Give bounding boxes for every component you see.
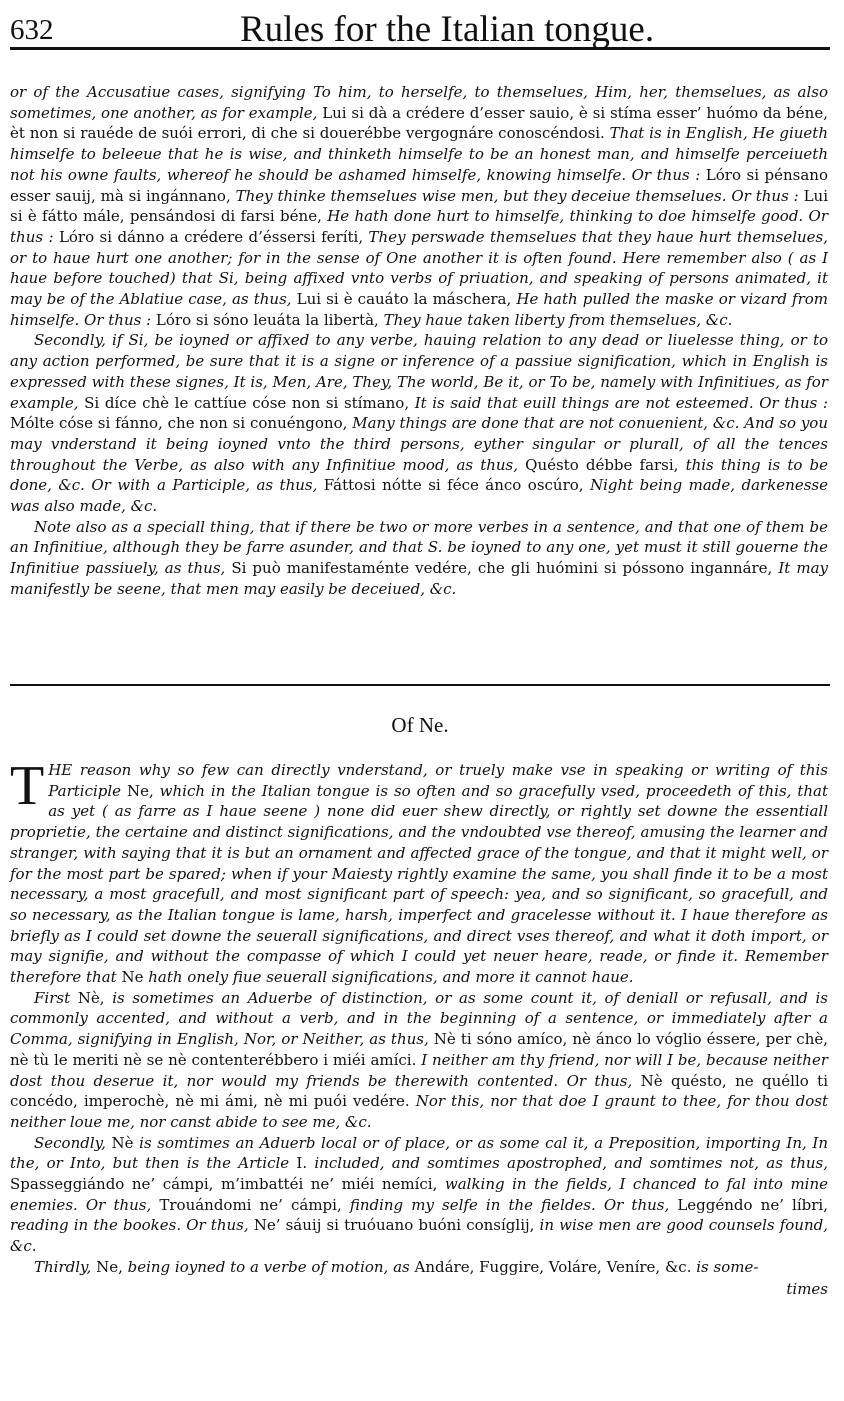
english-text: They thinke themselues wise men, but they deceiue themselues. Or thus : xyxy=(235,186,804,205)
english-text: walking in the fields, I chanced to fal into mine enemies. Or thus, xyxy=(10,1175,829,1214)
english-text: hath onely fiue seuerall significations, and more it cannot haue. xyxy=(148,968,634,987)
italian-example: Nè, xyxy=(77,988,113,1007)
english-text: They perswade themselues that they haue hurt themselues, or to haue hurt one another; for in the sense of One another it is often found. Here remember also ( as I haue before touched) that Si, being affixed vnto verbs of priuation, and speaking of persons animated, it may be of the Ablatiue case, as thus, xyxy=(10,227,828,309)
italian-example: I. xyxy=(296,1154,315,1173)
italian-example: Trouándomi ne’ cámpi, xyxy=(159,1195,350,1214)
running-title: Rules for the Italian tongue. xyxy=(240,9,655,50)
english-text: First xyxy=(34,988,78,1007)
english-text: It may manifestly be seene, that men may easily be deceiued, &c. xyxy=(10,559,828,598)
italian-example: Mólte cóse si fánno, che non si conuéngono, xyxy=(10,414,353,433)
section-divider xyxy=(10,684,830,686)
italian-example: Lóro si dánno a crédere d’éssersi feríti, xyxy=(58,227,369,246)
english-text: That is in English, He giueth himselfe to beleeue that he is wise, and thinketh himselfe to be an honest man, and himselfe perceiueth not his owne faults, whereof he should be ashamed himselfe, knowing himselfe. Or thus : xyxy=(10,124,828,184)
italian-example: Ne, xyxy=(96,1257,128,1276)
italian-example: Ne’ sáuij si truóuano buóni consíglij, xyxy=(253,1216,540,1235)
italian-example: Lui si è cauáto la máschera, xyxy=(296,290,517,309)
english-text: Many things are done that are not conuenient, &c. And so you may vnderstand it being ioyned vnto the third persons, eyther singular or plurall, of all the tences throughout the Verbe, as also with any Infinitiue mood, as thus, xyxy=(10,414,828,474)
paragraph xyxy=(10,330,828,516)
english-text: Night being made, darkenesse was also made, &c. xyxy=(10,476,828,516)
english-text: Nor this, nor that doe I graunt to thee, for thou dost neither loue me, nor canst abide to see me, &c. xyxy=(10,1092,828,1131)
section-of-ne-text xyxy=(10,755,829,1299)
drop-cap: T xyxy=(10,755,45,817)
english-text: They haue taken liberty from themselues, &c. xyxy=(383,310,733,329)
italian-example: Lóro si sóno leuáta la libertà, xyxy=(155,310,384,329)
italian-example: Nè xyxy=(111,1133,140,1152)
italian-example: Spasseggiándo ne’ cámpi, m’imbattéi ne’ miéi nemíci, xyxy=(10,1175,445,1194)
italian-example: Leggéndo ne’ líbri, xyxy=(677,1195,828,1214)
paragraph xyxy=(10,1257,828,1278)
english-text: It is said that euill things are not esteemed. Or thus : xyxy=(414,393,828,412)
running-header xyxy=(10,0,830,50)
catchword: times xyxy=(786,1279,828,1298)
english-text: He hath done hurt to himselfe, thinking to doe himselfe good. Or thus : xyxy=(10,207,829,246)
english-text: reading in the bookes. Or thus, xyxy=(10,1216,254,1235)
paragraph xyxy=(10,755,828,988)
italian-example: Lui si dà a crédere d’esser sauio, è si stíma esser’ huómo da béne, èt non si rauéde de suói errori, di che si douerébbe vergognáre conoscéndosi. xyxy=(10,103,828,143)
english-text: Thirdly, xyxy=(34,1257,97,1276)
english-text: being ioyned to a verbe of motion, as xyxy=(127,1257,415,1276)
italian-example: Si díce chè le cattíue cóse non si stímano, xyxy=(84,393,415,412)
header-rule xyxy=(10,47,830,50)
paragraph xyxy=(10,82,828,330)
english-text: which in the Italian tongue is so often and so gracefully vsed, proceedeth of this, that as yet ( as farre as I haue seene ) none did euer shew directly, or rightly set downe the essentiall proprietie, the certaine and distinct significations, and the vndoubted vse thereof, amusing the learner and stranger, with saying that it is but an ornament and affected grace of the tongue, and that it might well, or for the most part be spared; when if your Maiesty rightly examine the same, you shall finde it to be a most necessary, a most gracefull, and most significant part of speech: yea, and so significant, so gracefull, and so necessary, as the Italian tongue is lame, harsh, imperfect and gracelesse without it. I haue therefore as briefly as I could set downe the seuerall significations, and direct vses thereof, and what it doth import, or may signifie, and without the compasse of which I could yet neuer heare, reade, or finde it. Remember therefore that xyxy=(10,781,828,987)
english-text: finding my selfe in the fieldes. Or thus, xyxy=(349,1195,678,1214)
english-text: Note also as a speciall thing, that if there be two or more verbes in a sentence, and that one of them be an Infinitiue, although they be farre asunder, and that S. be ioyned to any one, yet must it still gouerne the Infinitiue passiuely, as thus, xyxy=(10,517,828,578)
italian-example: Lui si è fátto mále, pensándosi di farsi béne, xyxy=(10,186,828,226)
italian-example: Si può manifestaménte vedére, che gli huómini si póssono ingannáre, xyxy=(231,559,779,578)
english-text: or of the Accusatiue cases, signifying To him, to herselfe, to themselues, Him, her, themselues, as also sometimes, one another, as for example, xyxy=(10,83,828,122)
english-text: I neither am thy friend, nor will I be, because neither dost thou deserue it, nor would my friends be therewith contented. Or thus, xyxy=(10,1050,828,1090)
paragraph xyxy=(10,1133,828,1257)
italian-example: Nè quésto, ne quéllo ti concédo, imperochè, nè mi ámi, nè mi puói vedére. xyxy=(10,1071,828,1111)
english-text: included, and somtimes apostrophed, and somtimes not, as thus, xyxy=(314,1154,829,1173)
italian-example: Ne xyxy=(121,968,149,987)
italian-example: Ne, xyxy=(126,781,160,800)
italian-example: Quésto débbe farsi, xyxy=(525,455,686,474)
english-text: HE reason why so few can directly vnderstand, or truely make vse in speaking or writing of this Participle xyxy=(48,761,828,800)
italian-example: Fáttosi nótte si féce ánco oscúro, xyxy=(323,476,590,495)
page-number: 632 xyxy=(10,14,54,46)
english-text: Secondly, if Si, be ioyned or affixed to any verbe, hauing relation to any dead or liuelesse thing, or to any action performed, be sure that it is a signe or inference of a passiue signification, which in English is expressed with these signes, It is, Men, Are, They, The world, Be it, or To be, namely with Infinitiues, as for example, xyxy=(10,331,828,412)
english-text: is some- xyxy=(696,1257,759,1276)
english-text: in wise men are good counsels found, &c. xyxy=(10,1216,828,1256)
english-text: this thing is to be done, &c. Or with a Participle, as thus, xyxy=(10,455,828,495)
english-text: is sometimes an Aduerbe of distinction, or as some count it, of deniall or refusall, and is commonly accented, and without a verb, and in the beginning of a sentence, or immediately after a Comma, signifying in English, Nor, or Neither, as thus, xyxy=(10,988,828,1049)
section-heading: Of Ne. xyxy=(391,713,449,737)
italian-example: Lóro si pénsano esser sauij, mà si ingánnano, xyxy=(10,165,828,205)
italian-example: Andáre, Fuggire, Voláre, Veníre, &c. xyxy=(414,1257,697,1276)
english-text: is somtimes an Aduerb local or of place, or as some cal it, a Preposition, importing In, In the, or Into, but then is the Article xyxy=(10,1133,828,1173)
english-text: Secondly, xyxy=(34,1133,112,1152)
section-continued-text xyxy=(10,82,828,600)
italian-example: Nè ti sóno amíco, nè ánco lo vóglio éssere, per chè, nè tù le meriti nè se nè contenterébbero i miéi amíci. xyxy=(10,1030,828,1069)
english-text: He hath pulled the maske or vizard from himselfe. Or thus : xyxy=(10,290,828,329)
book-page xyxy=(10,0,830,1298)
paragraph xyxy=(10,988,828,1133)
paragraph xyxy=(10,517,828,600)
